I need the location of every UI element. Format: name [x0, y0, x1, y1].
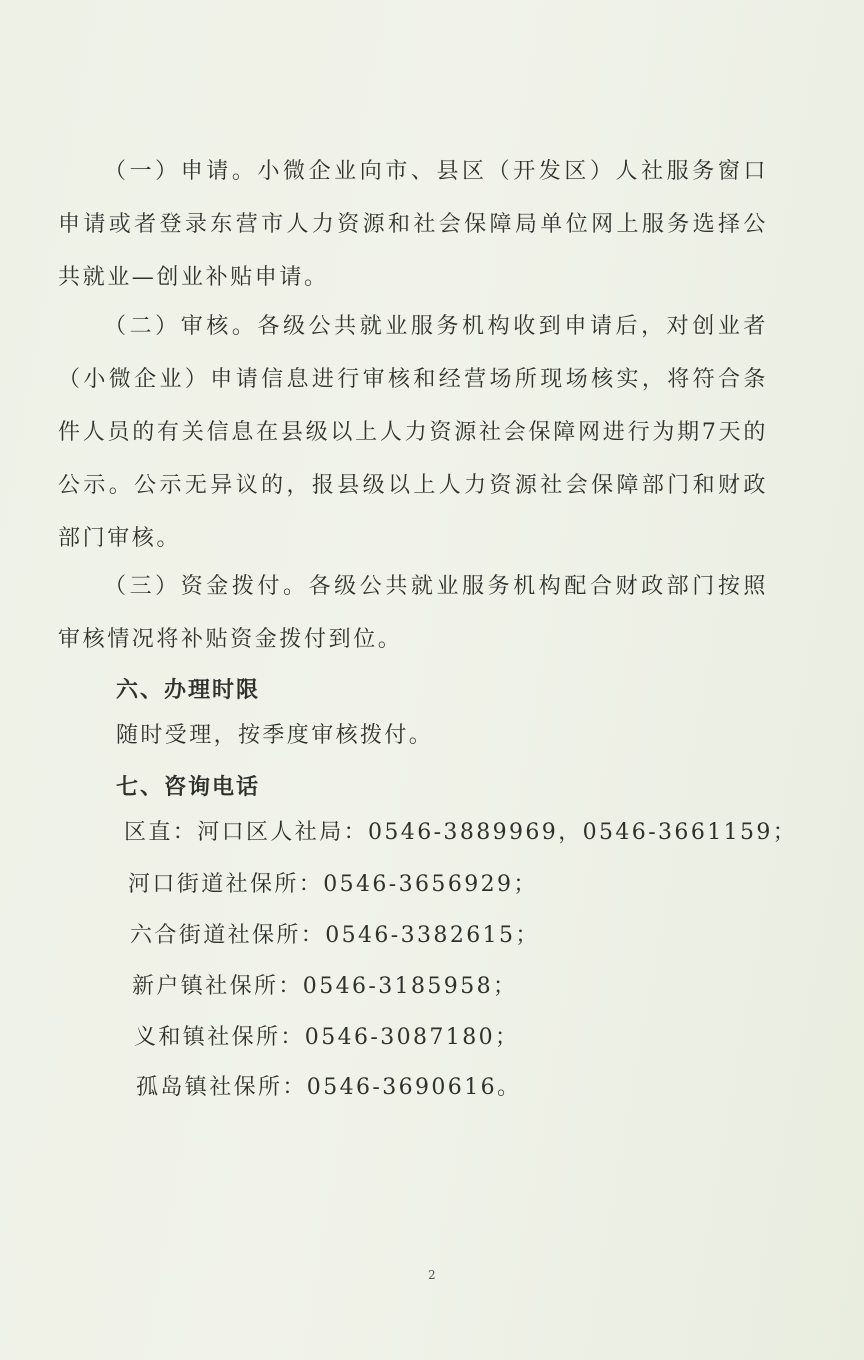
contact-line-xinhu: 新户镇社保所：0546-3185958； — [132, 974, 518, 999]
section-6-text: 随时受理，按季度审核拨付。 — [116, 723, 434, 748]
contact-line-district: 区直：河口区人社局：0546-3889969，0546-3661159； — [124, 820, 798, 845]
contact-line-hekou: 河口街道社保所：0546-3656929； — [128, 872, 538, 897]
contact-line-gudao: 孤岛镇社保所：0546-3690616。 — [136, 1075, 522, 1100]
procedure-apply-paragraph: （一）申请。小微企业向市、县区（开发区）人社服务窗口申请或者登录东营市人力资源和社会保障局单位网上服务选择公共就业—创业补贴申请。 — [58, 159, 768, 290]
procedure-allocate-paragraph: （三）资金拨付。各级公共就业服务机构配合财政部门按照审核情况将补贴资金拨付到位。 — [58, 574, 768, 652]
contact-line-liuhe: 六合街道社保所：0546-3382615； — [130, 923, 540, 948]
procedure-review-paragraph: （二）审核。各级公共就业服务机构收到申请后，对创业者（小微企业）申请信息进行审核和经营场所现场核实，将符合条件人员的有关信息在县级以上人力资源社会保障网进行为期7天的公示。公示无异议的，报县级以上人力资源社会保障部门和财政部门审核。 — [58, 314, 768, 551]
page-number: 2 — [428, 1268, 436, 1282]
contact-line-yihe: 义和镇社保所：0546-3087180； — [134, 1025, 520, 1050]
section-6-heading: 六、办理时限 — [116, 678, 261, 703]
section-7-heading: 七、咨询电话 — [116, 775, 261, 800]
